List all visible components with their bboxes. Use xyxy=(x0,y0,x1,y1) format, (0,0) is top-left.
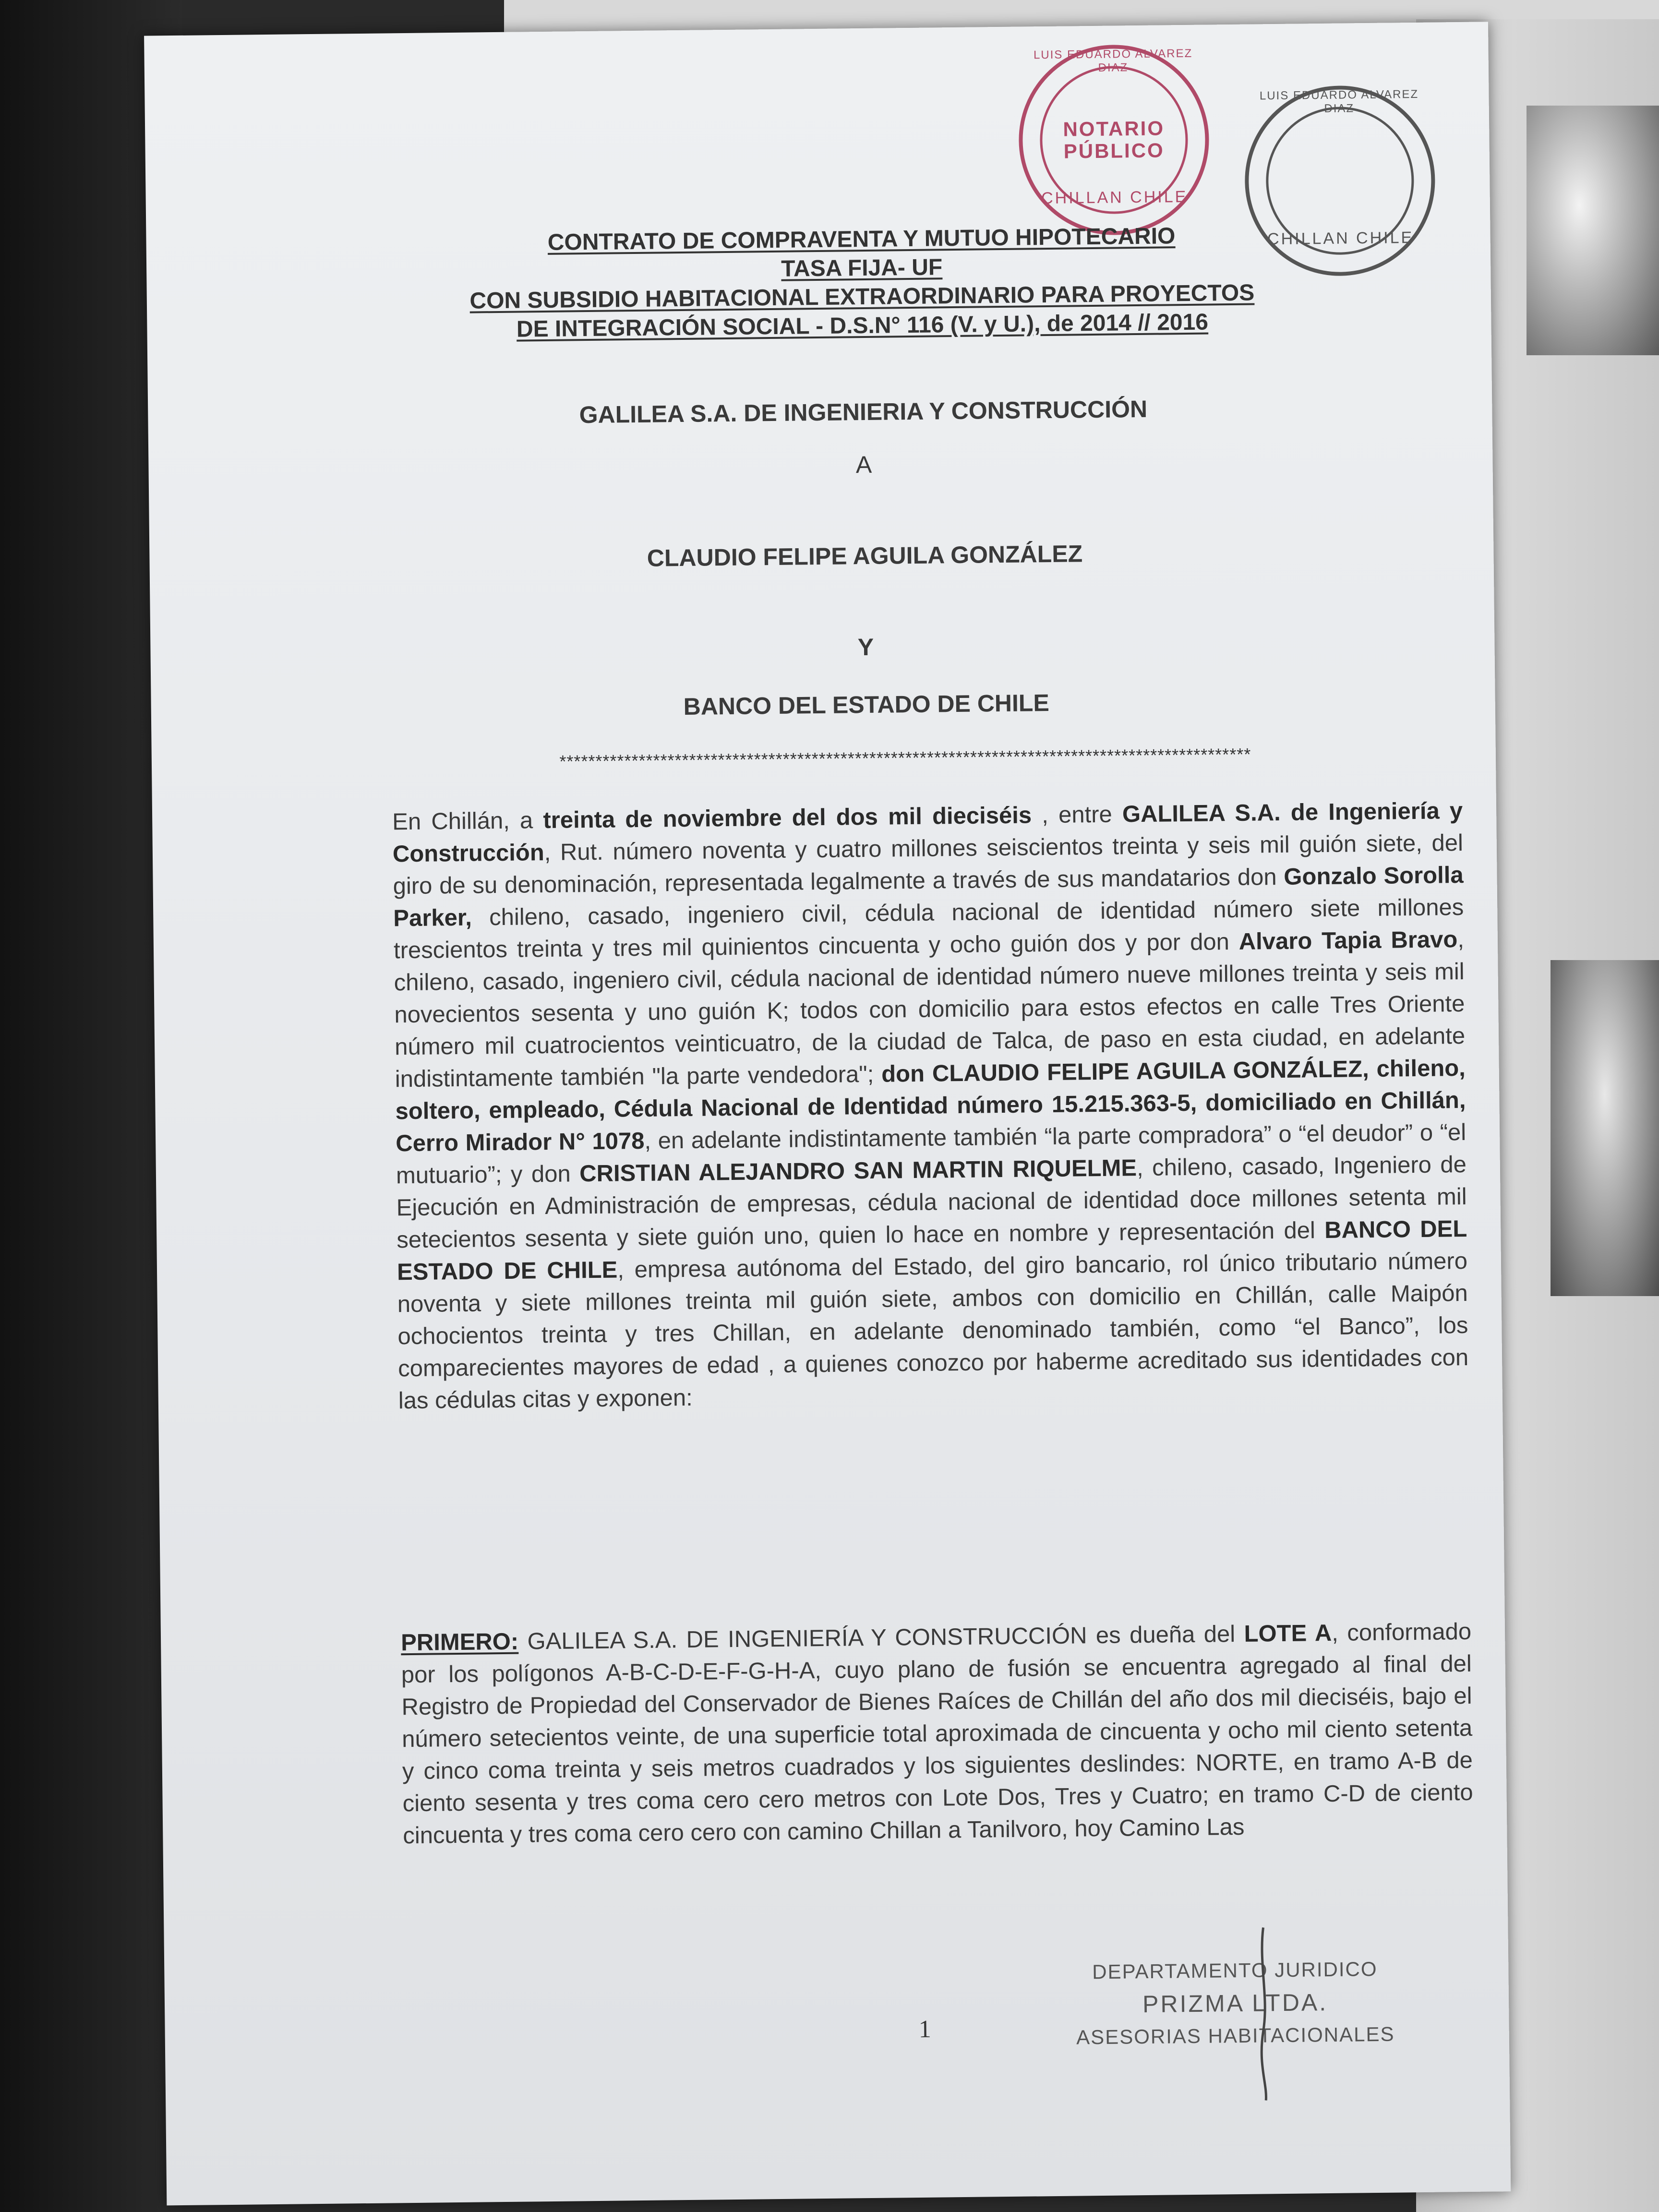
dept-line-1: DEPARTAMENTO JURIDICO xyxy=(1092,1957,1378,1984)
department-stamp xyxy=(1057,1952,1413,2054)
party-buyer: CLAUDIO FELIPE AGUILA GONZÁLEZ xyxy=(647,540,1083,572)
stamp-bottom-text: CHILLAN CHILE xyxy=(1267,228,1414,249)
text-run: , conformado por los polígonos A-B-C-D-E-F-G-H-A, cuyo plano de fusión se encuentra agregado al final del Registro de Propiedad del Conservador de Bienes Raíces de Chillán del año dos mil dieciséis, bajo el número setecientos veinte, de una superficie total aproximada de cincuenta y ocho mil ciento setenta y cinco coma treinta y seis metros cuadrados y los siguientes deslindes: NORTE, en tramo A-B de ciento sesenta y tres coma cero cero metros con Lote Dos, Tres y Cuatro; en tramo C-D de ciento cincuenta y tres coma cero cero con camino Chillan a Tanilvoro, hoy Camino Las xyxy=(401,1618,1473,1849)
text-run: , Rut. número noventa y cuatro millones seiscientos treinta y seis mil guión siete, del giro de su denominación, representada legalmente a través de sus mandatarios don xyxy=(393,830,1464,900)
stamp-ring-text: LUIS EDUARDO ALVAREZ DIAZ xyxy=(1033,47,1193,74)
paragraph-primero xyxy=(401,1616,1474,1852)
separator-line: ************************************************************************************************ xyxy=(559,744,1251,771)
background-photo-top xyxy=(1527,106,1659,355)
party-connector-y: Y xyxy=(857,633,874,661)
text-run: don CLAUDIO FELIPE AGUILA GONZÁLEZ, chileno, soltero, empleado, Cédula Nacional de Identidad número 15.215.363-5, domiciliado en Chillán, Cerro Mirador N° 1078 xyxy=(395,1055,1466,1157)
background-photo-bottom xyxy=(1551,960,1659,1296)
document-page xyxy=(144,22,1511,2205)
text-run: Alvaro Tapia Bravo xyxy=(1238,926,1458,955)
dept-line-3: ASESORIAS HABITACIONALES xyxy=(1076,2022,1395,2049)
text-run: CRISTIAN ALEJANDRO SAN MARTIN RIQUELME xyxy=(579,1155,1137,1187)
paragraph-comparecencia xyxy=(392,795,1469,1417)
text-run: LOTE A xyxy=(1244,1620,1332,1647)
stamp-center-line1: NOTARIO xyxy=(1063,117,1165,141)
notary-stamp-red xyxy=(1018,44,1210,236)
title-line-4: DE INTEGRACIÓN SOCIAL - D.S.N° 116 (V. y U.), de 2014 // 2016 xyxy=(516,309,1209,342)
text-run: En Chillán, a xyxy=(392,807,543,835)
stamp-bottom-text: CHILLAN CHILE xyxy=(1041,187,1188,208)
party-connector-a: A xyxy=(855,451,872,479)
title-line-1: CONTRATO DE COMPRAVENTA Y MUTUO HIPOTECARIO xyxy=(547,223,1176,255)
dept-line-2: PRIZMA LTDA. xyxy=(1142,1989,1328,2018)
stamp-center-line2: PÚBLICO xyxy=(1063,139,1165,163)
party-bank: BANCO DEL ESTADO DE CHILE xyxy=(683,689,1050,720)
text-run: , empresa autónoma del Estado, del giro bancario, rol único tributario número noventa y siete millones treinta mil guión siete, ambos con domicilio en Chillán, calle Maipón ochocientos treinta y tres Chillan, en adelante denominado también, como “el Banco”, los comparecientes mayores de edad , a quienes conozco por haberme acreditado sus identidades con las cédulas citas y exponen: xyxy=(397,1248,1469,1414)
text-run: BANCO DEL ESTADO DE CHILE xyxy=(397,1215,1467,1286)
text-run: chileno, casado, ingeniero civil, cédula nacional de identidad número siete millones trescientos treinta y tres mil quinientos cincuenta y ocho guión dos y por don xyxy=(393,894,1464,964)
text-run: , chileno, casado, Ingeniero de Ejecución en Administración de empresas, cédula nacional de identidad doce millones setenta mil setecientos sesenta y siete guión uno, quien lo hace en nombre y representación del xyxy=(396,1151,1467,1253)
signature-stroke xyxy=(1253,1925,1274,2103)
text-run: , chileno, casado, ingeniero civil, cédula nacional de identidad número nueve millones treinta y seis mil novecientos sesenta y uno guión K; todos con domicilio para estos efectos en calle Tres Oriente número mil cuatrocientos veinticuatro, de la ciudad de Talca, de paso en esta ciudad, en adelante indistintamente también "la parte vendedora"; xyxy=(394,926,1466,1093)
text-run: , en adelante indistintamente también “la parte compradora” o “el deudor” o “el mutuario”; y don xyxy=(396,1119,1467,1189)
party-seller: GALILEA S.A. DE INGENIERIA Y CONSTRUCCIÓN xyxy=(579,395,1148,429)
text-run: GALILEA S.A. de Ingeniería y Construcción xyxy=(392,797,1463,867)
text-run: PRIMERO: xyxy=(400,1628,519,1656)
stamp-ring-text: LUIS EDUARDO ALVAREZ DIAZ xyxy=(1259,87,1419,115)
text-run: GALILEA S.A. DE INGENIERÍA Y CONSTRUCCIÓN es dueña del xyxy=(518,1621,1244,1655)
title-line-3: CON SUBSIDIO HABITACIONAL EXTRAORDINARIO PARA PROYECTOS xyxy=(469,280,1255,314)
title-line-2: TASA FIJA- UF xyxy=(781,254,943,282)
text-run: Gonzalo Sorolla Parker, xyxy=(393,862,1464,932)
text-run: treinta de noviembre del dos mil dieciséis xyxy=(543,802,1032,834)
document-title xyxy=(405,220,1318,345)
page-number: 1 xyxy=(918,2015,931,2043)
text-run: , entre xyxy=(1031,801,1123,829)
